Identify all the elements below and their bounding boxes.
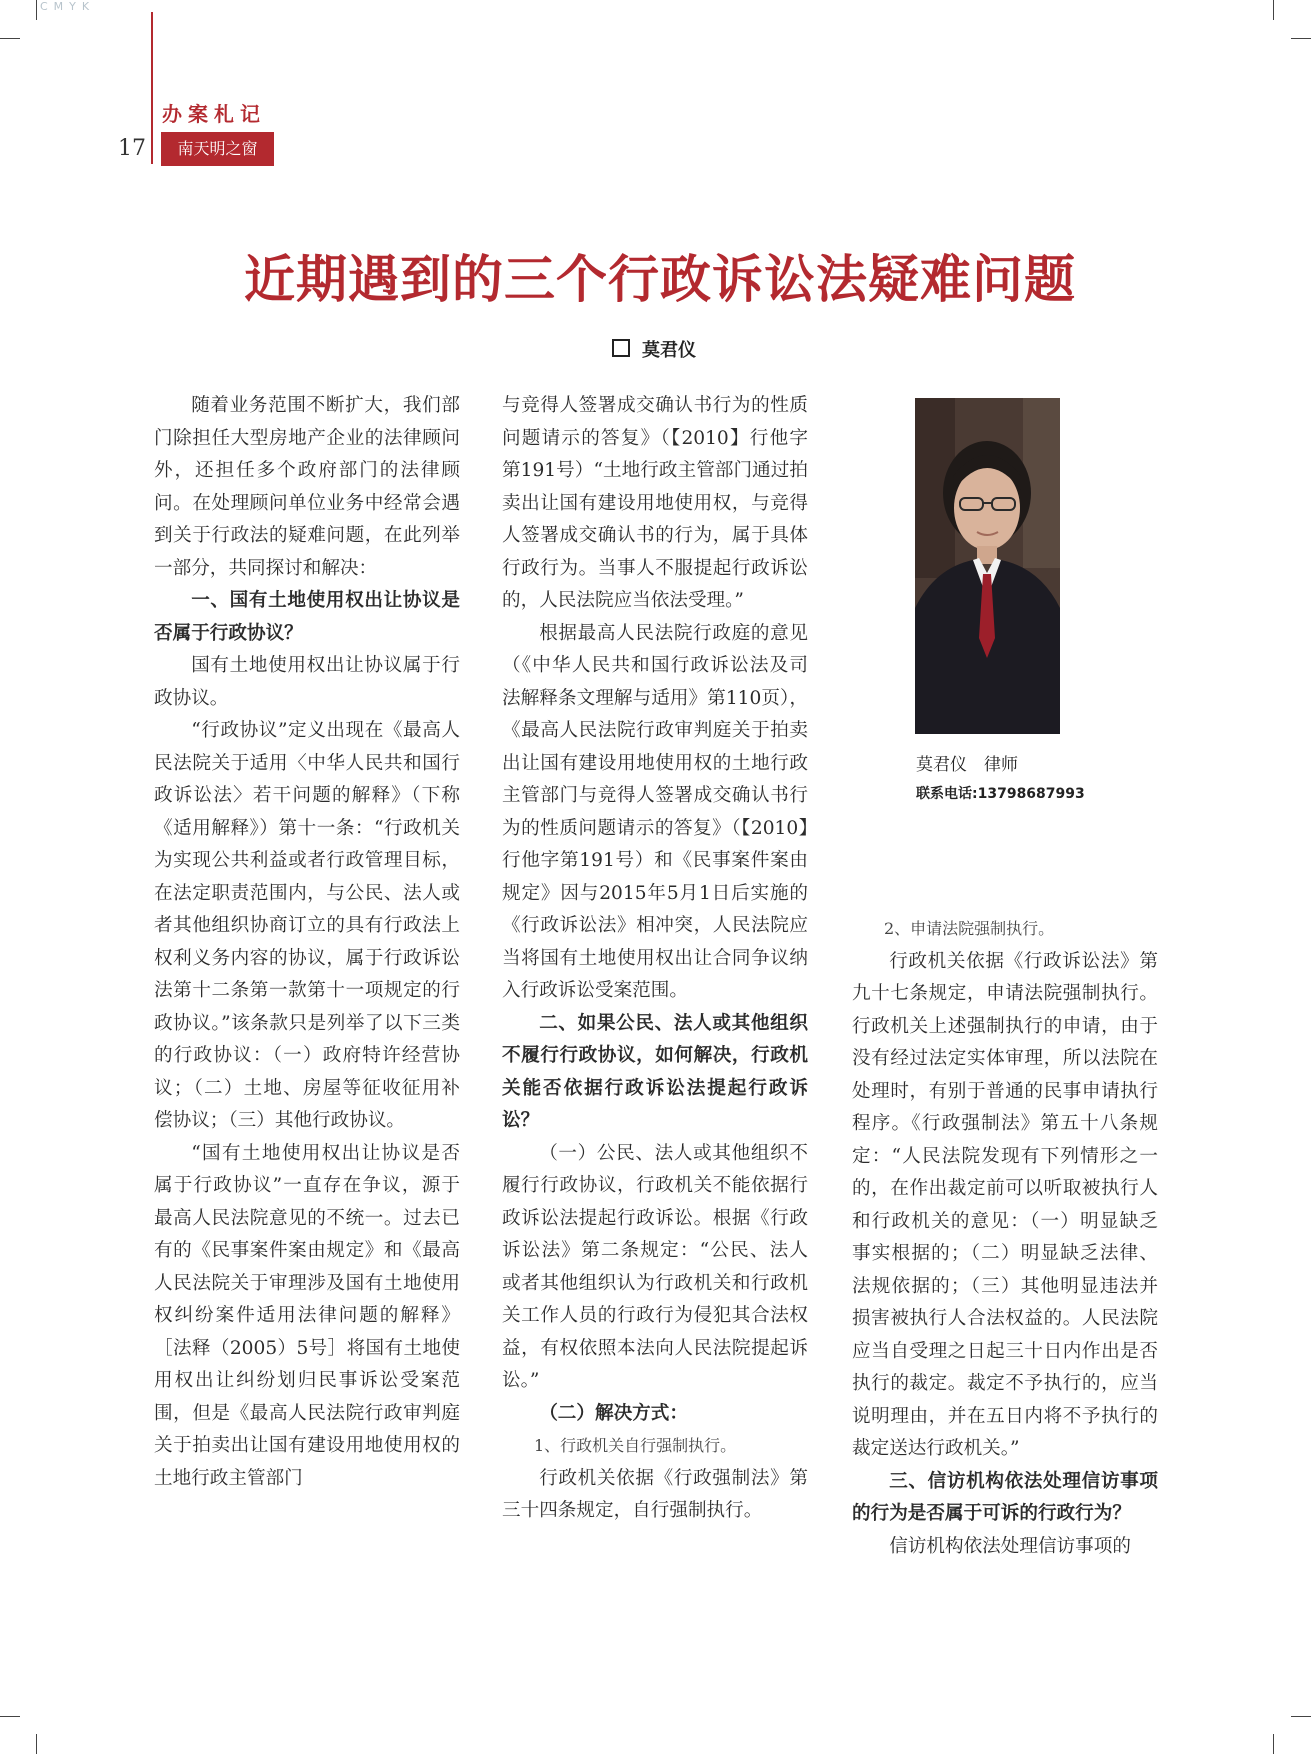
author-photo <box>915 398 1060 734</box>
subheading: （二）解决方式： <box>539 1402 688 1424</box>
crop-mark <box>36 0 37 20</box>
paragraph: 信访机构依法处理信访事项的 <box>889 1535 1131 1557</box>
section-heading: 三、信访机构依法处理信访事项的行为是否属于可诉的行政行为？ <box>852 1470 1158 1524</box>
subheading: 2、申请法院强制执行。 <box>884 919 1055 938</box>
author-caption: 莫君仪 律师 <box>916 755 1018 775</box>
paragraph: 国有土地使用权出让协议属于行政协议。 <box>154 655 460 709</box>
crop-mark <box>36 1734 37 1754</box>
article-title: 近期遇到的三个行政诉讼法疑难问题 <box>243 251 1076 310</box>
text-column-2 <box>502 390 808 1528</box>
text-column-3 <box>852 913 1158 1563</box>
crop-mark <box>0 1716 20 1717</box>
color-registration-marks: CMYK <box>40 0 96 13</box>
paragraph: 行政机关依据《行政诉讼法》第九十七条规定，申请法院强制执行。行政机关上述强制执行的申请，由于没有经过法定实体审理，所以法院在处理时，有别于普通的民事申请执行程序。《行政强制法》第五十八条规定：“人民法院发现有下列情形之一的，在作出裁定前可以听取被执行人和行政机关的意见：（一）明显缺乏事实根据的；（二）明显缺乏法律、法规依据的；（三）其他明显违法并损害被执行人合法权益的。人民法院应当自受理之日起三十日内作出是否执行的裁定。裁定不予执行的，应当说明理由，并在五日内将不予执行的裁定送达行政机关。” <box>852 950 1158 1459</box>
paragraph: “国有土地使用权出让协议是否属于行政协议”一直存在争议，源于最高人民法院意见的不统一。过去已有的《民事案件案由规定》和《最高人民法院关于审理涉及国有土地使用权纠纷案件适用法律问题的解释》［法释（2005）5号］将国有土地使用权出让纠纷划归民事诉讼受案范围，但是《最高人民法院行政审判庭关于拍卖出让国有建设用地使用权的土地行政主管部门 <box>154 1142 460 1489</box>
author-box-icon <box>612 339 630 357</box>
paragraph: （一）公民、法人或其他组织不履行行政协议，行政机关不能依据行政诉讼法提起行政诉讼。根据《行政诉讼法》第二条规定：“公民、法人或者其他组织认为行政机关和行政机关工作人员的行政行为侵犯其合法权益，有权依照本法向人民法院提起诉讼。” <box>502 1142 808 1391</box>
section-badge: 南天明之窗 <box>161 132 274 166</box>
section-heading: 二、如果公民、法人或其他组织不履行行政协议，如何解决，行政机关能否依据行政诉讼法提起行政诉讼？ <box>502 1012 808 1131</box>
section-title: 办案札记 <box>162 102 266 126</box>
paragraph: “行政协议”定义出现在《最高人民法院关于适用〈中华人民共和国行政诉讼法〉若干问题的解释》（下称《适用解释》）第十一条：“行政机关为实现公共利益或者行政管理目标，在法定职责范围内，与公民、法人或者其他组织协商订立的具有行政法上权利义务内容的协议，属于行政诉讼法第十二条第一款第十一项规定的行政协议。”该条款只是列举了以下三类的行政协议：（一）政府特许经营协议；（二）土地、房屋等征收征用补偿协议；（三）其他行政协议。 <box>154 720 460 1131</box>
crop-mark <box>1273 1734 1274 1754</box>
paragraph: 与竞得人签署成交确认书行为的性质问题请示的答复》（【2010】行他字第191号）“土地行政主管部门通过拍卖出让国有建设用地使用权，与竞得人签署成交确认书的行为，属于具体行政行为。当事人不服提起行政诉讼的，人民法院应当依法受理。” <box>502 395 808 611</box>
page-number: 17 <box>118 136 146 161</box>
crop-mark <box>1273 0 1274 20</box>
paragraph: 行政机关依据《行政强制法》第三十四条规定，自行强制执行。 <box>502 1467 808 1521</box>
header-accent-line <box>151 12 153 164</box>
text-column-1 <box>154 390 460 1495</box>
paragraph: 根据最高人民法院行政庭的意见（《中华人民共和国行政诉讼法及司法解释条文理解与适用》第110页），《最高人民法院行政审判庭关于拍卖出让国有建设用地使用权的土地行政主管部门与竞得人签署成交确认书行为的性质问题请示的答复》（【2010】行他字第191号）和《民事案件案由规定》因与2015年5月1日后实施的《行政诉讼法》相冲突，人民法院应当将国有土地使用权出让合同争议纳入行政诉讼受案范围。 <box>502 622 808 1001</box>
crop-mark <box>1291 38 1311 39</box>
author-phone: 联系电话:13798687993 <box>916 786 1085 802</box>
section-heading: 一、国有土地使用权出让协议是否属于行政协议？ <box>154 590 460 644</box>
author-name: 莫君仪 <box>642 340 696 361</box>
subheading: 1、行政机关自行强制执行。 <box>534 1436 737 1455</box>
crop-mark <box>1291 1716 1311 1717</box>
paragraph: 随着业务范围不断扩大，我们部门除担任大型房地产企业的法律顾问外，还担任多个政府部门的法律顾问。在处理顾问单位业务中经常会遇到关于行政法的疑难问题，在此列举一部分，共同探讨和解决： <box>154 395 460 579</box>
crop-mark <box>0 38 20 39</box>
article-author <box>612 336 696 362</box>
